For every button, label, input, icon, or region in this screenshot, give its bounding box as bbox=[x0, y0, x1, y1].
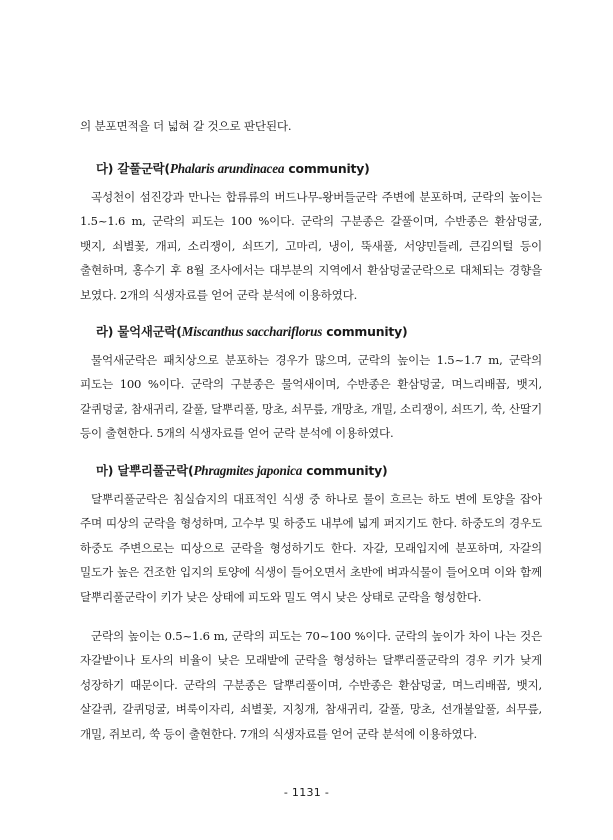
section-paragraph-miscanthus: 물억새군락은 패치상으로 분포하는 경우가 많으며, 군락의 높이는 1.5~1.7 m, 군락의 피도는 100 %이다. 군락의 구분종은 물억새이며, 수반종은 환삼덩굴, 며느리배꼽, 뱃지, 갈퀴덩굴, 참새귀리, 갈풀, 달뿌리풀, 망초, 쇠무릎, 개망초, 개밀, 소리쟁이, 쇠뜨기, 쑥, 산딸기 등이 출현한다. 5개의 식생자료를 얻어 군락 분석에 이용하였다. bbox=[80, 353, 542, 441]
section-heading-miscanthus bbox=[96, 323, 408, 341]
section-heading-phalaris bbox=[96, 160, 370, 178]
intro-paragraph: 의 분포면적을 더 넓혀 갈 것으로 판단된다. bbox=[80, 119, 292, 133]
page-number: - 1131 - bbox=[283, 786, 330, 799]
section-paragraph-phragmites-1: 달뿌리풀군락은 침실습지의 대표적인 식생 중 하나로 물이 흐르는 하도 변에 토양을 잡아 주며 띠상의 군락을 형성하며, 고수부 및 하중도 내부에 넓게 퍼지기도 한다. 하중도의 경우도 하중도 주변으로는 띠상으로 군락을 형성하기도 한다. 자갈, 모래입지에 분포하며, 자갈의 밀도가 높은 건조한 입지의 토양에 식생이 들어오면서 초반에 벼과식물이 들어오며 이와 함께 달뿌리풀군락이 키가 낮은 상태에 피도와 밀도 역시 낮은 상태로 군락을 형성한다. bbox=[80, 492, 542, 604]
scientific-name: Phragmites japonica bbox=[193, 463, 303, 478]
section-paragraph-phragmites-2: 군락의 높이는 0.5~1.6 m, 군락의 피도는 70~100 %이다. 군락의 높이가 차이 나는 것은 자갈밭이나 토사의 비율이 낮은 모래밭에 군락을 형성하는 달뿌리풀군락의 경우 키가 낮게 성장하기 때문이다. 군락의 구분종은 달뿌리풀이며, 수반종은 환삼덩굴, 며느리배꼽, 뱃지, 살갈퀴, 갈퀴덩굴, 벼룩이자리, 쇠별꽃, 지칭개, 참새귀리, 갈풀, 망초, 선개불알풀, 쇠무릎, 개밀, 쥐보리, 쑥 등이 출현한다. 7개의 식생자료를 얻어 군락 분석에 이용하였다. bbox=[80, 629, 542, 741]
section-name-korean: 갈풀군락( bbox=[117, 161, 170, 176]
section-number: 라) bbox=[96, 324, 114, 339]
community-suffix: community) bbox=[322, 324, 408, 339]
section-name-korean: 달뿌리풀군락( bbox=[117, 463, 194, 478]
community-suffix: community) bbox=[284, 161, 370, 176]
section-paragraph-phalaris: 곡성천이 섬진강과 만나는 합류류의 버드나무-왕버들군락 주변에 분포하며, 군락의 높이는 1.5~1.6 m, 군락의 피도는 100 %이다. 군락의 구분종은 갈풀이며, 수반종은 환삼덩굴, 뱃지, 쇠별꽃, 개피, 소리쟁이, 쇠뜨기, 고마리, 냉이, 뚝새풀, 서양민들레, 큰김의털 등이 출현하며, 홍수기 후 8월 조사에서는 대부분의 지역에서 환삼덩굴군락으로 대체되는 경향을 보였다. 2개의 식생자료를 얻어 군락 분석에 이용하였다. bbox=[80, 190, 542, 302]
community-suffix: community) bbox=[302, 463, 388, 478]
section-number: 마) bbox=[96, 463, 114, 478]
section-name-korean: 물억새군락( bbox=[117, 324, 182, 339]
section-heading-phragmites bbox=[96, 462, 387, 480]
scientific-name: Miscanthus sacchariflorus bbox=[181, 324, 323, 339]
section-number: 다) bbox=[96, 161, 114, 176]
scientific-name: Phalaris arundinacea bbox=[169, 161, 285, 176]
